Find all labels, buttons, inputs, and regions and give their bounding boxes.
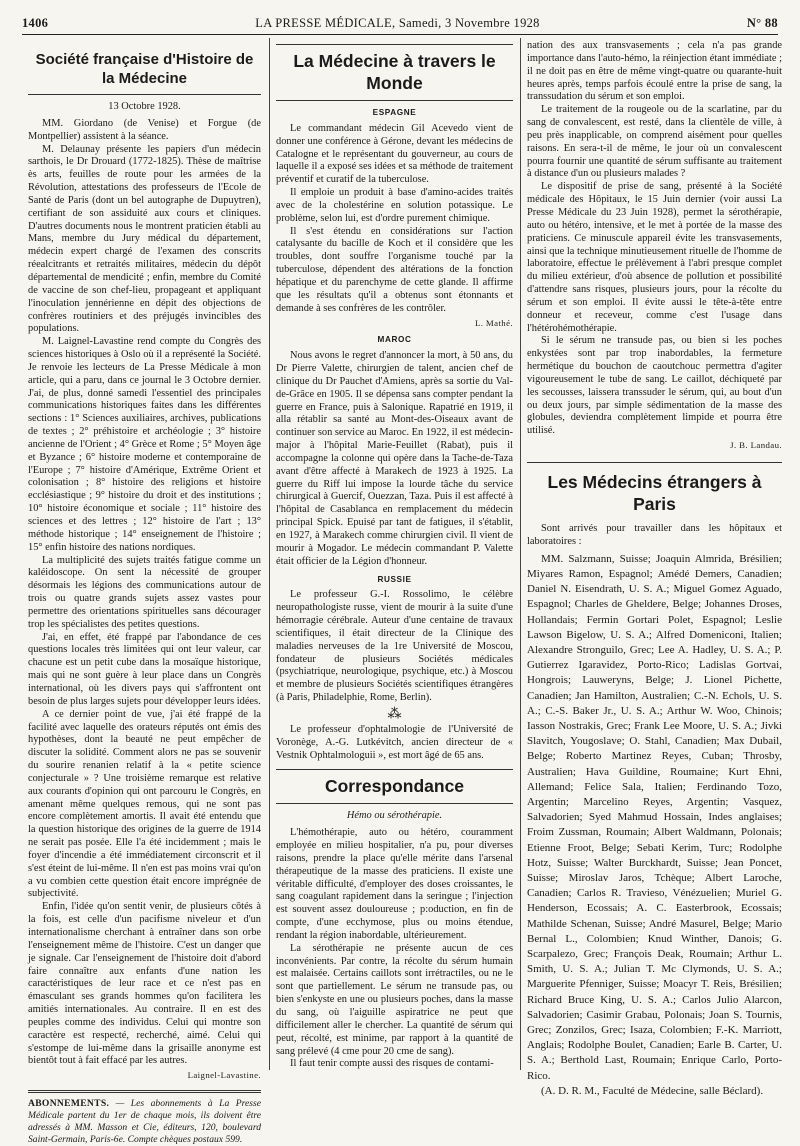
divider bbox=[527, 462, 782, 463]
paragraph: Si le sérum ne transude pas, ou bien si les poches enkystées sont par trop inabordables, la fermeture hermétique du bouchon de caoutchouc permettra d'agiter vigoureusement le tube de sang. Le caillot, déchiqueté par les secousses, laissera transsuder le sérum, qui, au bout d'un ou deux jours, par simple sédimentation de la masse des globules, deviendra complètement limpide et pourra être utilisé. bbox=[527, 335, 782, 437]
footer-note: (A. D. R. M., Faculté de Médecine, salle Béclard). bbox=[541, 1084, 764, 1097]
paragraph: M. Laignel-Lavastine rend compte du Congrès des sciences historiques à Oslo où il a représenté la Société. Je renvoie les lecteurs de La Presse Médicale à mon article, qui a paru, dans ce journal le 3 Octobre dernier. J'ai, de plus, donné samedi l'essentiel des principales communications historiques faites dans les différentes sections : 1° Sciences auxiliaires, archives, publications de textes ; 2° préhistoire et archéologie ; 3° histoire ancienne de l'Orient ; 4° Grèce et Rome ; 5° Moyen âge et Byzance ; 6° histoire moderne et contemporaine de l'Europe ; 7° histoire d'Amérique, Extrême Orient et colonisation ; 8° histoire des religions et histoire ecclésiastique ; 9° histoire du droit et des institutions ; 10° histoire économique et sociale ; 11° histoire des sciences et des lettres ; 12° histoire de l'art ; 13° méthode historique ; 14° enseignement de l'histoire ; 15° enfin histoire des nations nordiques. bbox=[28, 336, 261, 553]
country-heading: RUSSIE bbox=[377, 574, 412, 584]
section-header bbox=[276, 44, 513, 101]
paragraph: J'ai, en effet, été frappé par l'abondance de ces questions locales très limitées qui ont leur valeur, car chacune est un petit cube dans la mosaïque historique, mais qui ne sont guère à leur place dans un Congrès international, où les divers pays qui s'affrontent ont besoin de plus larges sujets pour développer leurs idées. bbox=[28, 631, 261, 707]
divider bbox=[28, 1090, 261, 1093]
running-title bbox=[255, 16, 539, 31]
page-header bbox=[22, 14, 778, 32]
country-heading: ESPAGNE bbox=[372, 108, 417, 117]
paragraph: L'hémothérapie, auto ou hétéro, couramment employée en milieu hospitalier, n'a pu, pour diverses raisons, prendre la place qu'elle mérite dans l'arsenal thérapeutique de la masse des praticiens. Il existe une véritable difficulté, d'employer des doses croissantes, le sang coagulant rapidement dans la seringue ; l'injection est souvent assez douloureuse ; p:oduction, en fin de compte, d'une ecchymose, plus ou moins étendue, rendant la région inabordable, ultérieurement. bbox=[276, 827, 513, 941]
paragraph: La multiplicité des sujets traités fatigue comme un kaléidoscope. On sent la nécessité de grouper désormais les légions des communications autour de trois ou quatre grands sujets assez vastes pour permettre des orientations spirituelles sans décourager trop les spécialistes des petites questions. bbox=[28, 554, 261, 630]
paragraph: A ce dernier point de vue, j'ai été frappé de la facilité avec laquelle des orateurs réputés ont émis des hypothèses, dont la beauté ne peut empêcher de discuter la solidité. Comment alors ne pas se souvenir du sourire renanien relatif à la « petite science conjecturale » ? Une troisième remarque est relative aux courants d'opinion qui ont parcouru le Congrès, en amenant même quelques remous, qui ne sont pas encore complètement amortis. Il avait été entendu que la question historique des origines de la guerre de 1914 ne serait pas posée. Elle l'a été incidemment ; mais le foyer d'incendie a été immédiatement circonscrit et il s'est éteint de lui-même. Il n'en est pas moins vrai qu'on a vu combien cette question était encore imprégnée de subjectivité. bbox=[28, 708, 261, 900]
section-title: La Médecine à travers le Monde bbox=[293, 51, 496, 93]
asterism: ⁂ bbox=[387, 706, 402, 722]
meeting-date: 13 Octobre 1928. bbox=[108, 101, 181, 112]
section-header bbox=[28, 50, 261, 95]
paragraph: Sont arrivés pour travailler dans les hôpitaux et laboratoires : bbox=[527, 523, 782, 547]
paragraph: La sérothérapie ne présente aucun de ces inconvénients. Par contre, la récolte du sérum humain est malaisée. Certains caillots sont irrétractiles, ou ne le sont que partiellement. Le sérum ne transude pas, ou bien s'enkyste en une ou plusieurs poches, dans la masse du sang, où l'aiguille aspiratrice ne peut que difficilement aller le chercher. La quantité de sérum qui peut, récolté, est minime, par rapport à la quantité de sang prélevé (4 cme pour 20 cme de sang). bbox=[276, 942, 513, 1057]
paragraph: M. Delaunay présente les papiers d'un médecin sarthois, le Dr Drouard (1772-1825). Thèse de maîtrise ès arts, feuilles de route pour les armées de la Révolution, attestations des professeurs de l'Ecole de Santé de Paris (dont un bel autographe de Dupuytren), certifiant de son assiduité aux cours et cliniques. D'autres documents nous le montrent praticien établi au Mans, membre du Jury médical du département, médecin expert chargé de l'examen des conscrits réealcitrants et retraités militaires, médecin du dépôt départemental de mendicité ; enfin, membre du Comité de vaccine de son chef-lieu, propageant et appliquant l'inoculation jennérienne en dépit des objections de confrères routiniers et des préjugés invincibles des populations. bbox=[28, 143, 261, 335]
paragraph: Il emploie un produit à base d'amino-acides traités avec de la cholestérine en solution potassique. Le problème, selon lui, est d'ordre purement chimique. bbox=[276, 187, 513, 224]
section-title: Correspondance bbox=[324, 776, 465, 797]
signature: J. B. Landau. bbox=[730, 440, 782, 451]
paragraph: Le dispositif de prise de sang, présenté à la Société médicale des Hôpitaux, le 15 Juin dernier (voir aussi La Presse Médicale du 23 Juin 1928), permet la sérothérapie, auto ou hétéro, intensive, et le met à portée de la masse des praticiens. Ce minuscule appareil évite les transvasements, ainsi que la technique minutieusement rituelle de l'homme de laboratoire, effectue le prélèvement à l'abri presque complet du milieu extérieur, d'où absence de pollution et possibilité d'attendre sans risques, plusieurs jours, pour la récolte du sérum et son emploi. Il évite aussi le tête-à-tête entre donneur et receveur, comme c'est l'usage dans l'hétérohémothérapie. bbox=[527, 181, 782, 334]
paragraph: Le professeur d'ophtalmologie de l'Université de Voronège, A.-G. Lutkévitch, ancien directeur de « Vestnik Ophtalmologuii », est mort âgé de 65 ans. bbox=[276, 723, 513, 761]
country-heading: MAROC bbox=[377, 335, 412, 345]
signature: Laignel-Lavastine. bbox=[187, 1070, 261, 1081]
paragraph: nation des aux transvasements ; cela n'a pas grande importance dans l'auto-hémo, la réinjection étant immédiate ; il ne doit pas en être de même vingt-quatre ou quarante-huit heures après, temps parfois écoulé entre la prise de sang, la transsudation du sérum et son emploi. bbox=[527, 40, 782, 103]
signature: L. Mathé. bbox=[474, 317, 513, 328]
issue-number: N° 88 bbox=[746, 15, 778, 30]
section-header bbox=[276, 769, 513, 804]
section-title: Les Médecins étrangers à Paris bbox=[547, 472, 762, 514]
paragraph: Il s'est étendu en considérations sur l'action catalysante du bacille de Koch et il considère que les troubles, dont souffre l'organisme touché par la tuberculose, dépendent des altérations de la fonction hépatique et du parenchyme de cette glande. Il affirme que les résultats qu'il a obtenus sont étonnants et demande à ses confrères de les contrôler. bbox=[276, 225, 513, 314]
paragraph: Il faut tenir compte aussi des risques de contami- bbox=[290, 1058, 494, 1070]
names-list: MM. Salzmann, Suisse; Joaquin Almrida, Brésilien; Miyares Ramon, Espagnol; Amédé Demers, Canadien; Daniel N. Eisendrath, U. S. A.; Miguel Gomez Aguado, Espagnol; Charles de Gheldere, Belge; Johannes Droses, Hollandais; Fermin Gortari Polet, Espagnol; Leslie Lawson Bigelow, U. S. A.; Alfred Domeniconi, Italien; Alexandre Stronguilo, Grec; Lee A. Hadley, U. S. A.; P. Gutierrez Igaravidez, Porto-Rico; Ladislas Gortvai, Hongrois; Lauweryns, Belge; J. Lionel Pichette, Canadien; Jan Hamilton, Australien; C.-N. Echols, U. S. A.; C.-S. Baker Jr., U. S. A.; Arthur W. Woo, Chinois; Iasson Nostrakis, Grec; Frank Lee Moore, U. S. A.; Jivki Slavitch, Yougoslave; O. Stahl, Canadien; Max Dubail, Belge; Roberto Martinez Reyes, Cuban; Throsby, Australien; Hava Guildine, Roumaine; Kurt Ehni, Allemand; Felice Sala, Italien; Ferdinando Tozo, Argentin; Marcelino Reyes, Argentin; Vasquez, Salvadorien; Syed Mahmud Hossain, Indes anglaises; Froim Zussman, Roumain; Albert Waldmann, Polonais; Etienne Froot, Belge; Sebati Kerim, Turc; Rodolphe Hotz, Suisse; Walter Burckhardt, Suisse; Jean Poncet, Suisse; Miroslav Jaros, Tchèque; Albert Laroche, Canadien; Carlos R. Travieso, Vénézuelien; Muriel G. Henderson, Ecossais; A. C. Easterbrook, Ecossais; Mathilde Schenan, Suisse; André Masurel, Belge; Mario Bernal L., Colombien; Knud Winther, Danois; G. Scarpalezo, Grec; François Deak, Roumain; Arthur L. Smith, U. S. A.; Julian T. Mc Clymonds, U. S. A.; Marguerite Pfenniger, Suisse; Moacyr T. Reis, Brésilien; Richard Bruce King, U. S. A.; Carlos Julio Alarcon, Salvadorien; Casimir Grabau, Polonais; Joan S. Tournis, Grec; Zonzilos, Grec; Isaza, Colombien; F.-K. Marriott, Anglais; Rodolphe Boulet, Canadien; Earle B. Carter, U. S. A.; Berthold Last, Roumain; Enrique Carlo, Porto-Rico. bbox=[527, 552, 782, 1082]
issue-date: Samedi, 3 Novembre 1928 bbox=[398, 15, 540, 30]
subscription-notice bbox=[28, 1098, 261, 1146]
paragraph: Le commandant médecin Gil Acevedo vient de donner une conférence à Gérone, devant les médecins de Catalogne et le représentant du gouverneur, au cours de laquelle il a exposé ses idées et sa méthode de traitement préventif et curatif de la tuberculose. bbox=[276, 122, 513, 186]
column-divider bbox=[269, 38, 270, 1070]
paragraph: MM. Giordano (de Venise) et Forgue (de Montpellier) assistent à la séance. bbox=[28, 117, 261, 142]
column-left bbox=[28, 40, 261, 1146]
header-rule bbox=[22, 34, 778, 35]
column-right bbox=[527, 40, 782, 1097]
subscription-label: ABONNEMENTS. bbox=[28, 1098, 110, 1110]
column-middle bbox=[276, 40, 513, 1076]
paragraph: Le professeur G.-I. Rossolimo, le célèbre neuropathologiste russe, vient de mourir à la suite d'une hémorragie cérébrale. Auteur d'une centaine de travaux scientifiques, il était directeur de la Clinique des maladies nerveuses de la 1re Université de Moscou, fondateur de plusieurs Sociétés médicales (psychiatrique, neurologique, psychique, etc.) à Moscou et membre de plusieurs Sociétés scientifiques étrangères (à Paris, Philadelphie, Rome, Berlin). bbox=[276, 589, 513, 704]
paragraph: Enfin, l'idée qu'on sentit venir, de plusieurs côtés à la fois, est celle d'un pacifisme niveleur et d'un internationalisme cherchant à entraîner dans son orbe l'enseignement même de l'histoire. C'est un danger que je signale. Car l'enseignement de l'histoire doit d'abord faire connaître aux enfants d'une nation les caractéristiques de leur race et ce n'est pas en émasculant ses grands hommes qu'on facilitera les amitiés internationales. Au contraire. Il en est des peuples comme des individus. Celui qui montre son caractère est respecté, recherché, aimé. Celui qui s'estompe de lui-même dans la grisaille anonyme est bientôt tout à fait effacé par les autres. bbox=[28, 901, 261, 1067]
paragraph: Nous avons le regret d'annoncer la mort, à 50 ans, du Dr Pierre Valette, chirurgien de talent, ancien chef de clinique du Dr Pauchet d'Amiens, après sa sortie du Val-de-Grâce en 1905. Il se dépensa sans compter pendant la guerre en France, puis à Salonique. Rapatrié en 1919, il alla rétablir sa santé au Mont-des-Oiseaux avant de continuer son service au Maroc. En 1922, il est médecin-major à l'hôpital Marie-Feuillet (Rabat), puis il accompagne la colonne qui opère dans la Tache-de-Taza avant d'être affecté à Marakech de 1923 à 1925. La guerre du Riff lui impose la lourde tâche du service chirurgical à Guercif, Ouezzan, Taza. Puis il est affecté à l'hôpital de Casablanca en remplacement du médecin principal Spick. Epuisé par tant de fatigues, il s'établit, en 1927, à Marakech comme chirurgien civil. Il vient de mourir à Mogador. Le médecin commandant P. Valette était officier de la Légion d'honneur. bbox=[276, 350, 513, 567]
subscription-text: — Les abonnements à La Presse Médicale partent du 1er de chaque mois, ils doivent être adressés à MM. Masson et Cie, éditeurs, 120, boulevard Saint-Germain, Paris-6e. Compte chèques postaux 599. bbox=[28, 1098, 261, 1146]
article-subtitle: Hémo ou sérothérapie. bbox=[346, 810, 443, 822]
journal-name: LA PRESSE MÉDICALE, bbox=[255, 15, 396, 30]
page-number: 1406 bbox=[22, 15, 49, 30]
section-title: Société française d'Histoire de la Médecine bbox=[35, 51, 254, 87]
paragraph: Le traitement de la rougeole ou de la scarlatine, par du sang de convalescent, est resté, dans la clientèle de ville, à peu près inapplicable, on comprend aisément pour quelles raisons. En sera-t-il de même, le jour où un convalescent pourra fournir une quantité de sérum suffisante au traitement à distance d'un ou plusieurs malades ? bbox=[527, 104, 782, 180]
column-divider bbox=[520, 38, 521, 1070]
